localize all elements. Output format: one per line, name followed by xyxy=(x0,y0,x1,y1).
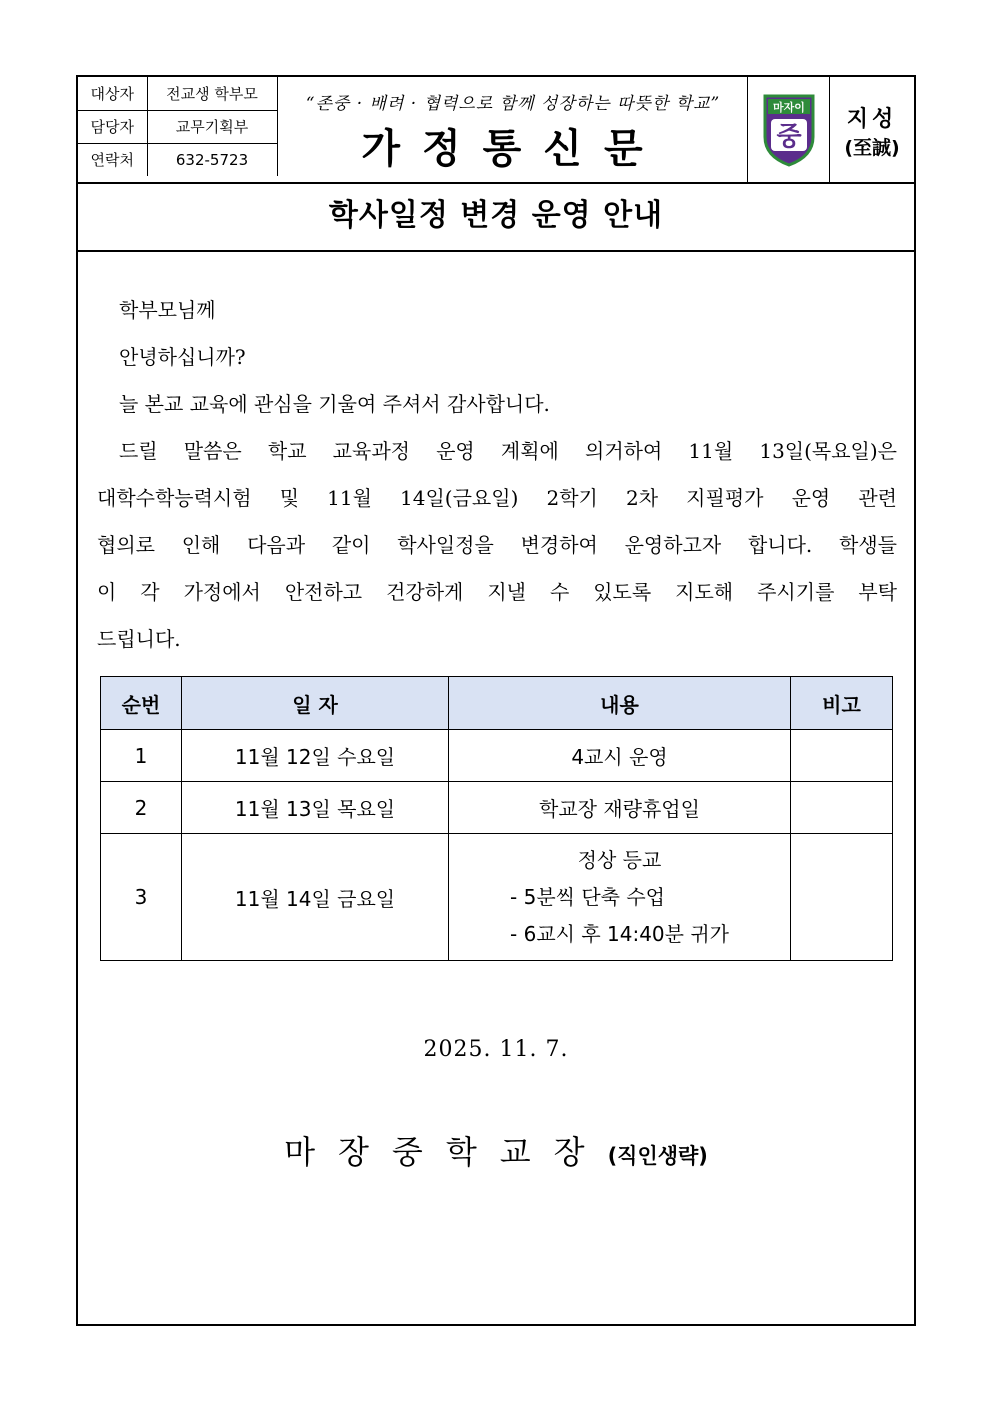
row-note xyxy=(791,730,893,782)
newsletter-header xyxy=(78,77,914,184)
table-row xyxy=(101,782,893,834)
letter-body xyxy=(97,287,897,663)
paragraph-line: 이 각 가정에서 안전하고 건강하게 지낼 수 있도록 지도해 주시기를 부탁 xyxy=(97,580,897,604)
schedule-table xyxy=(100,676,893,961)
paragraph-line: 대학수학능력시험 및 11월 14일(금요일) 2학기 2차 지필평가 운영 관련 xyxy=(97,486,897,510)
greeting: 안녕하십니까? xyxy=(119,345,246,369)
main-paragraph xyxy=(97,428,897,663)
table-row xyxy=(101,834,893,961)
info-label: 연락처 xyxy=(78,143,147,176)
paragraph-line: 드립니다. xyxy=(97,627,181,651)
schedule-header-row xyxy=(101,677,893,730)
issue-date: 2025. 11. 7. xyxy=(423,1037,569,1062)
row-note xyxy=(791,782,893,834)
info-value: 전교생 학부모 xyxy=(147,77,277,110)
row-date: 11월 12일 수요일 xyxy=(182,730,449,782)
newsletter-title: 가정통신문 xyxy=(361,126,665,172)
info-table xyxy=(78,77,278,176)
content-line: - 6교시 후 14:40분 귀가 xyxy=(510,921,729,946)
row-no: 1 xyxy=(101,730,182,782)
seal-note: (직인생략) xyxy=(607,1144,708,1168)
table-row xyxy=(101,730,893,782)
logo-cell xyxy=(747,77,830,182)
principal-name: 마장중학교장 xyxy=(284,1133,608,1171)
row-content: 4교시 운영 xyxy=(449,730,791,782)
header-date: 일 자 xyxy=(182,677,449,730)
signature xyxy=(78,1127,914,1173)
row-no: 3 xyxy=(101,834,182,961)
paragraph-line: 드릴 말씀은 학교 교육과정 운영 계획에 의거하여 11월 13일(목요일)은 xyxy=(119,439,897,463)
thanks-line: 늘 본교 교육에 관심을 기울여 주셔서 감사합니다. xyxy=(119,392,550,416)
school-slogan: “존중 · 배려 · 협력으로 함께 성장하는 따뜻한 학교” xyxy=(305,94,721,114)
info-row-manager xyxy=(78,110,277,143)
motto-hanja: (至誠) xyxy=(844,137,900,159)
row-content xyxy=(449,834,791,961)
row-date: 11월 14일 금요일 xyxy=(182,834,449,961)
motto-korean: 지성 xyxy=(846,107,898,132)
salutation: 학부모님께 xyxy=(119,298,216,322)
paragraph-line: 협의로 인해 다음과 같이 학사일정을 변경하여 운영하고자 합니다. 학생들 xyxy=(97,533,897,557)
logo-text-top: 마자이 xyxy=(773,101,805,114)
logo-text-bottom: 중 xyxy=(776,122,802,152)
row-note xyxy=(791,834,893,961)
info-label: 담당자 xyxy=(78,110,147,143)
content-lines xyxy=(510,842,729,953)
content-line: 정상 등교 xyxy=(577,847,662,872)
info-row-target xyxy=(78,77,277,110)
row-content: 학교장 재량휴업일 xyxy=(449,782,791,834)
info-value: 632-5723 xyxy=(147,143,277,176)
row-date: 11월 13일 목요일 xyxy=(182,782,449,834)
school-emblem-icon xyxy=(762,93,816,167)
header-no: 순번 xyxy=(101,677,182,730)
row-no: 2 xyxy=(101,782,182,834)
header-note: 비고 xyxy=(791,677,893,730)
document-title: 학사일정 변경 운영 안내 xyxy=(78,182,914,252)
info-label: 대상자 xyxy=(78,77,147,110)
info-value: 교무기획부 xyxy=(147,110,277,143)
content-line: - 5분씩 단축 수업 xyxy=(510,884,665,909)
school-motto xyxy=(830,77,914,182)
page-frame xyxy=(76,75,916,1326)
header-content: 내용 xyxy=(449,677,791,730)
info-row-contact xyxy=(78,143,277,176)
